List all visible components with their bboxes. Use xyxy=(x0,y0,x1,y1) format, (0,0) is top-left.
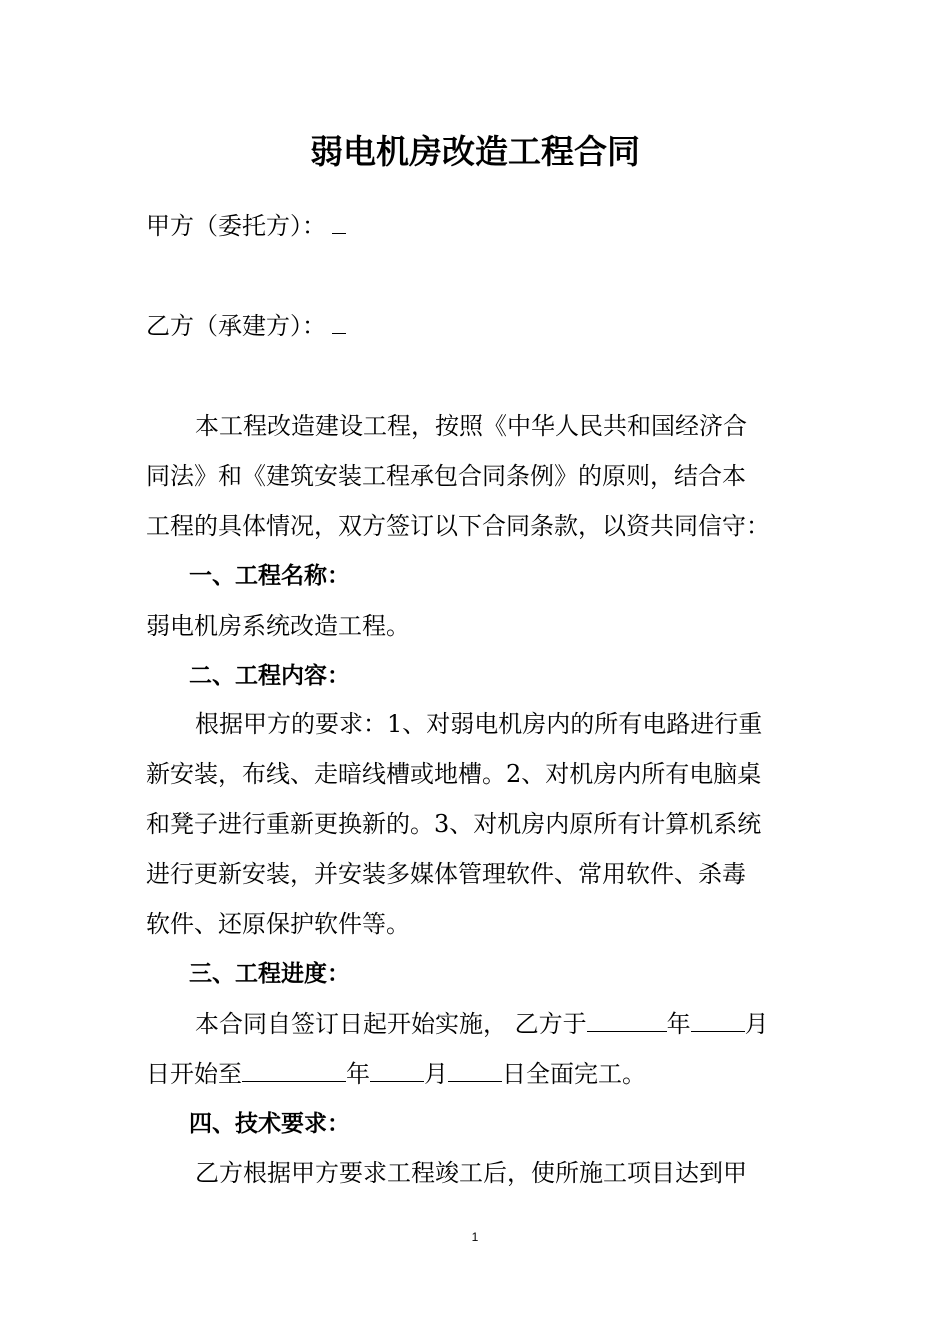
start-day-text: 日开始至 xyxy=(146,1060,242,1088)
end-year-blank xyxy=(242,1059,346,1082)
section-2-heading: 二、工程内容： xyxy=(189,663,350,689)
end-day-blank xyxy=(448,1059,502,1082)
page-number: 1 xyxy=(471,1230,479,1244)
section-3-line-2 xyxy=(146,1056,646,1092)
start-month-blank xyxy=(691,1009,745,1032)
party-b-line xyxy=(146,308,346,344)
intro-line-3: 工程的具体情况，双方签订以下合同条款，以资共同信守： xyxy=(146,512,770,540)
party-a-label: 甲方（委托方）： xyxy=(146,212,326,240)
document-title: 弱电机房改造工程合同 xyxy=(310,132,640,171)
party-a-line xyxy=(146,208,346,244)
end-year-label: 年 xyxy=(346,1060,370,1088)
section-4-text: 乙方根据甲方要求工程竣工后，使所施工项目达到甲 xyxy=(195,1159,747,1187)
party-a-blank xyxy=(332,215,346,234)
section-2-line-1: 根据甲方的要求：1、对弱电机房内的所有电路进行重 xyxy=(195,710,763,738)
end-month-blank xyxy=(370,1059,424,1082)
end-month-label: 月 xyxy=(424,1060,448,1088)
start-month-label: 月 xyxy=(744,1010,769,1038)
party-b-blank xyxy=(332,315,346,334)
intro-line-1: 本工程改造建设工程，按照《中华人民共和国经济合 xyxy=(195,412,747,440)
start-year-blank xyxy=(587,1009,667,1032)
end-day-text: 日全面完工。 xyxy=(502,1060,646,1088)
section-1-text: 弱电机房系统改造工程。 xyxy=(146,612,410,640)
start-text: 本合同自签订日起开始实施， 乙方于 xyxy=(195,1010,587,1038)
section-3-line-1 xyxy=(195,1006,769,1042)
section-2-line-2: 新安装，布线、走暗线槽或地槽。2、对机房内所有电脑桌 xyxy=(146,760,762,788)
section-1-heading: 一、工程名称： xyxy=(189,563,350,589)
section-3-heading: 三、工程进度： xyxy=(189,961,350,987)
section-2-line-4: 进行更新安装，并安装多媒体管理软件、常用软件、杀毒 xyxy=(146,860,746,888)
section-2-line-5: 软件、还原保护软件等。 xyxy=(146,910,410,938)
section-4-heading: 四、技术要求： xyxy=(189,1111,350,1137)
party-b-label: 乙方（承建方）： xyxy=(146,312,326,340)
intro-line-2: 同法》和《建筑安装工程承包合同条例》的原则，结合本 xyxy=(146,462,746,490)
start-year-label: 年 xyxy=(666,1010,691,1038)
section-2-line-3: 和凳子进行重新更换新的。3、对机房内原所有计算机系统 xyxy=(146,810,762,838)
